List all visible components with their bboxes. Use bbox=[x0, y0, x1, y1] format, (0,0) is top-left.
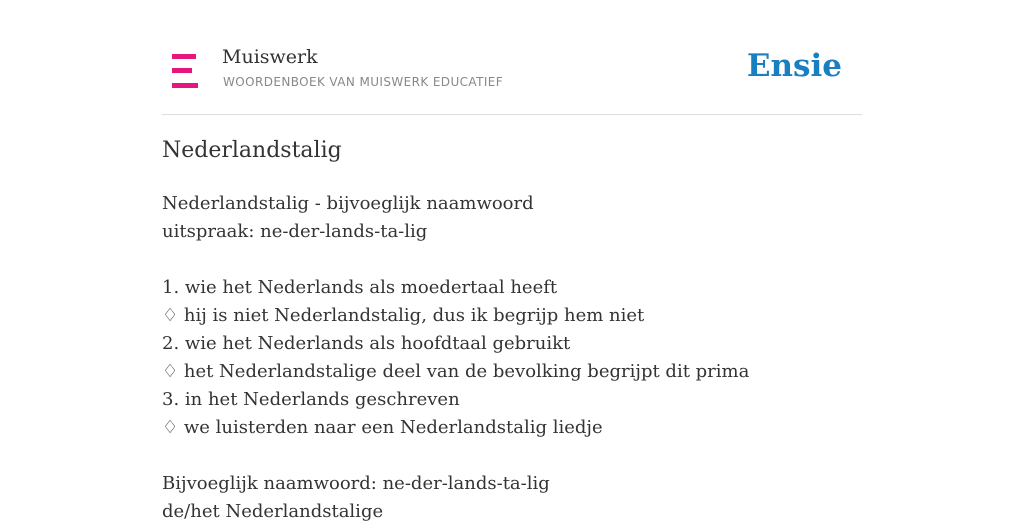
entry-headline: Nederlandstalig - bijvoeglijk naamwoord bbox=[162, 193, 534, 214]
example-1: ♢ hij is niet Nederlandstalig, dus ik begrijp hem niet bbox=[162, 305, 645, 326]
site-header bbox=[162, 0, 862, 115]
word-form: de/het Nederlandstalige bbox=[162, 501, 384, 522]
definition-2: 2. wie het Nederlands als hoofdtaal gebruikt bbox=[162, 333, 571, 354]
muiswerk-logo-icon[interactable] bbox=[172, 54, 200, 88]
definition-1: 1. wie het Nederlands als moedertaal heeft bbox=[162, 277, 558, 298]
pronunciation: uitspraak: ne-der-lands-ta-lig bbox=[162, 221, 428, 242]
spacer bbox=[162, 442, 862, 470]
page-container bbox=[162, 0, 862, 522]
spacer bbox=[162, 246, 862, 274]
definition-3: 3. in het Nederlands geschreven bbox=[162, 389, 460, 410]
word-form-heading: Bijvoeglijk naamwoord: ne-der-lands-ta-lig bbox=[162, 473, 550, 494]
ensie-logo[interactable]: Ensie bbox=[746, 48, 842, 84]
site-subtitle: WOORDENBOEK VAN MUISWERK EDUCATIEF bbox=[223, 75, 504, 89]
site-name[interactable]: Muiswerk bbox=[222, 46, 318, 68]
entry-body bbox=[162, 190, 862, 526]
example-3: ♢ we luisterden naar een Nederlandstalig liedje bbox=[162, 417, 603, 438]
page-title: Nederlandstalig bbox=[162, 138, 342, 163]
example-2: ♢ het Nederlandstalige deel van de bevolking begrijpt dit prima bbox=[162, 361, 750, 382]
